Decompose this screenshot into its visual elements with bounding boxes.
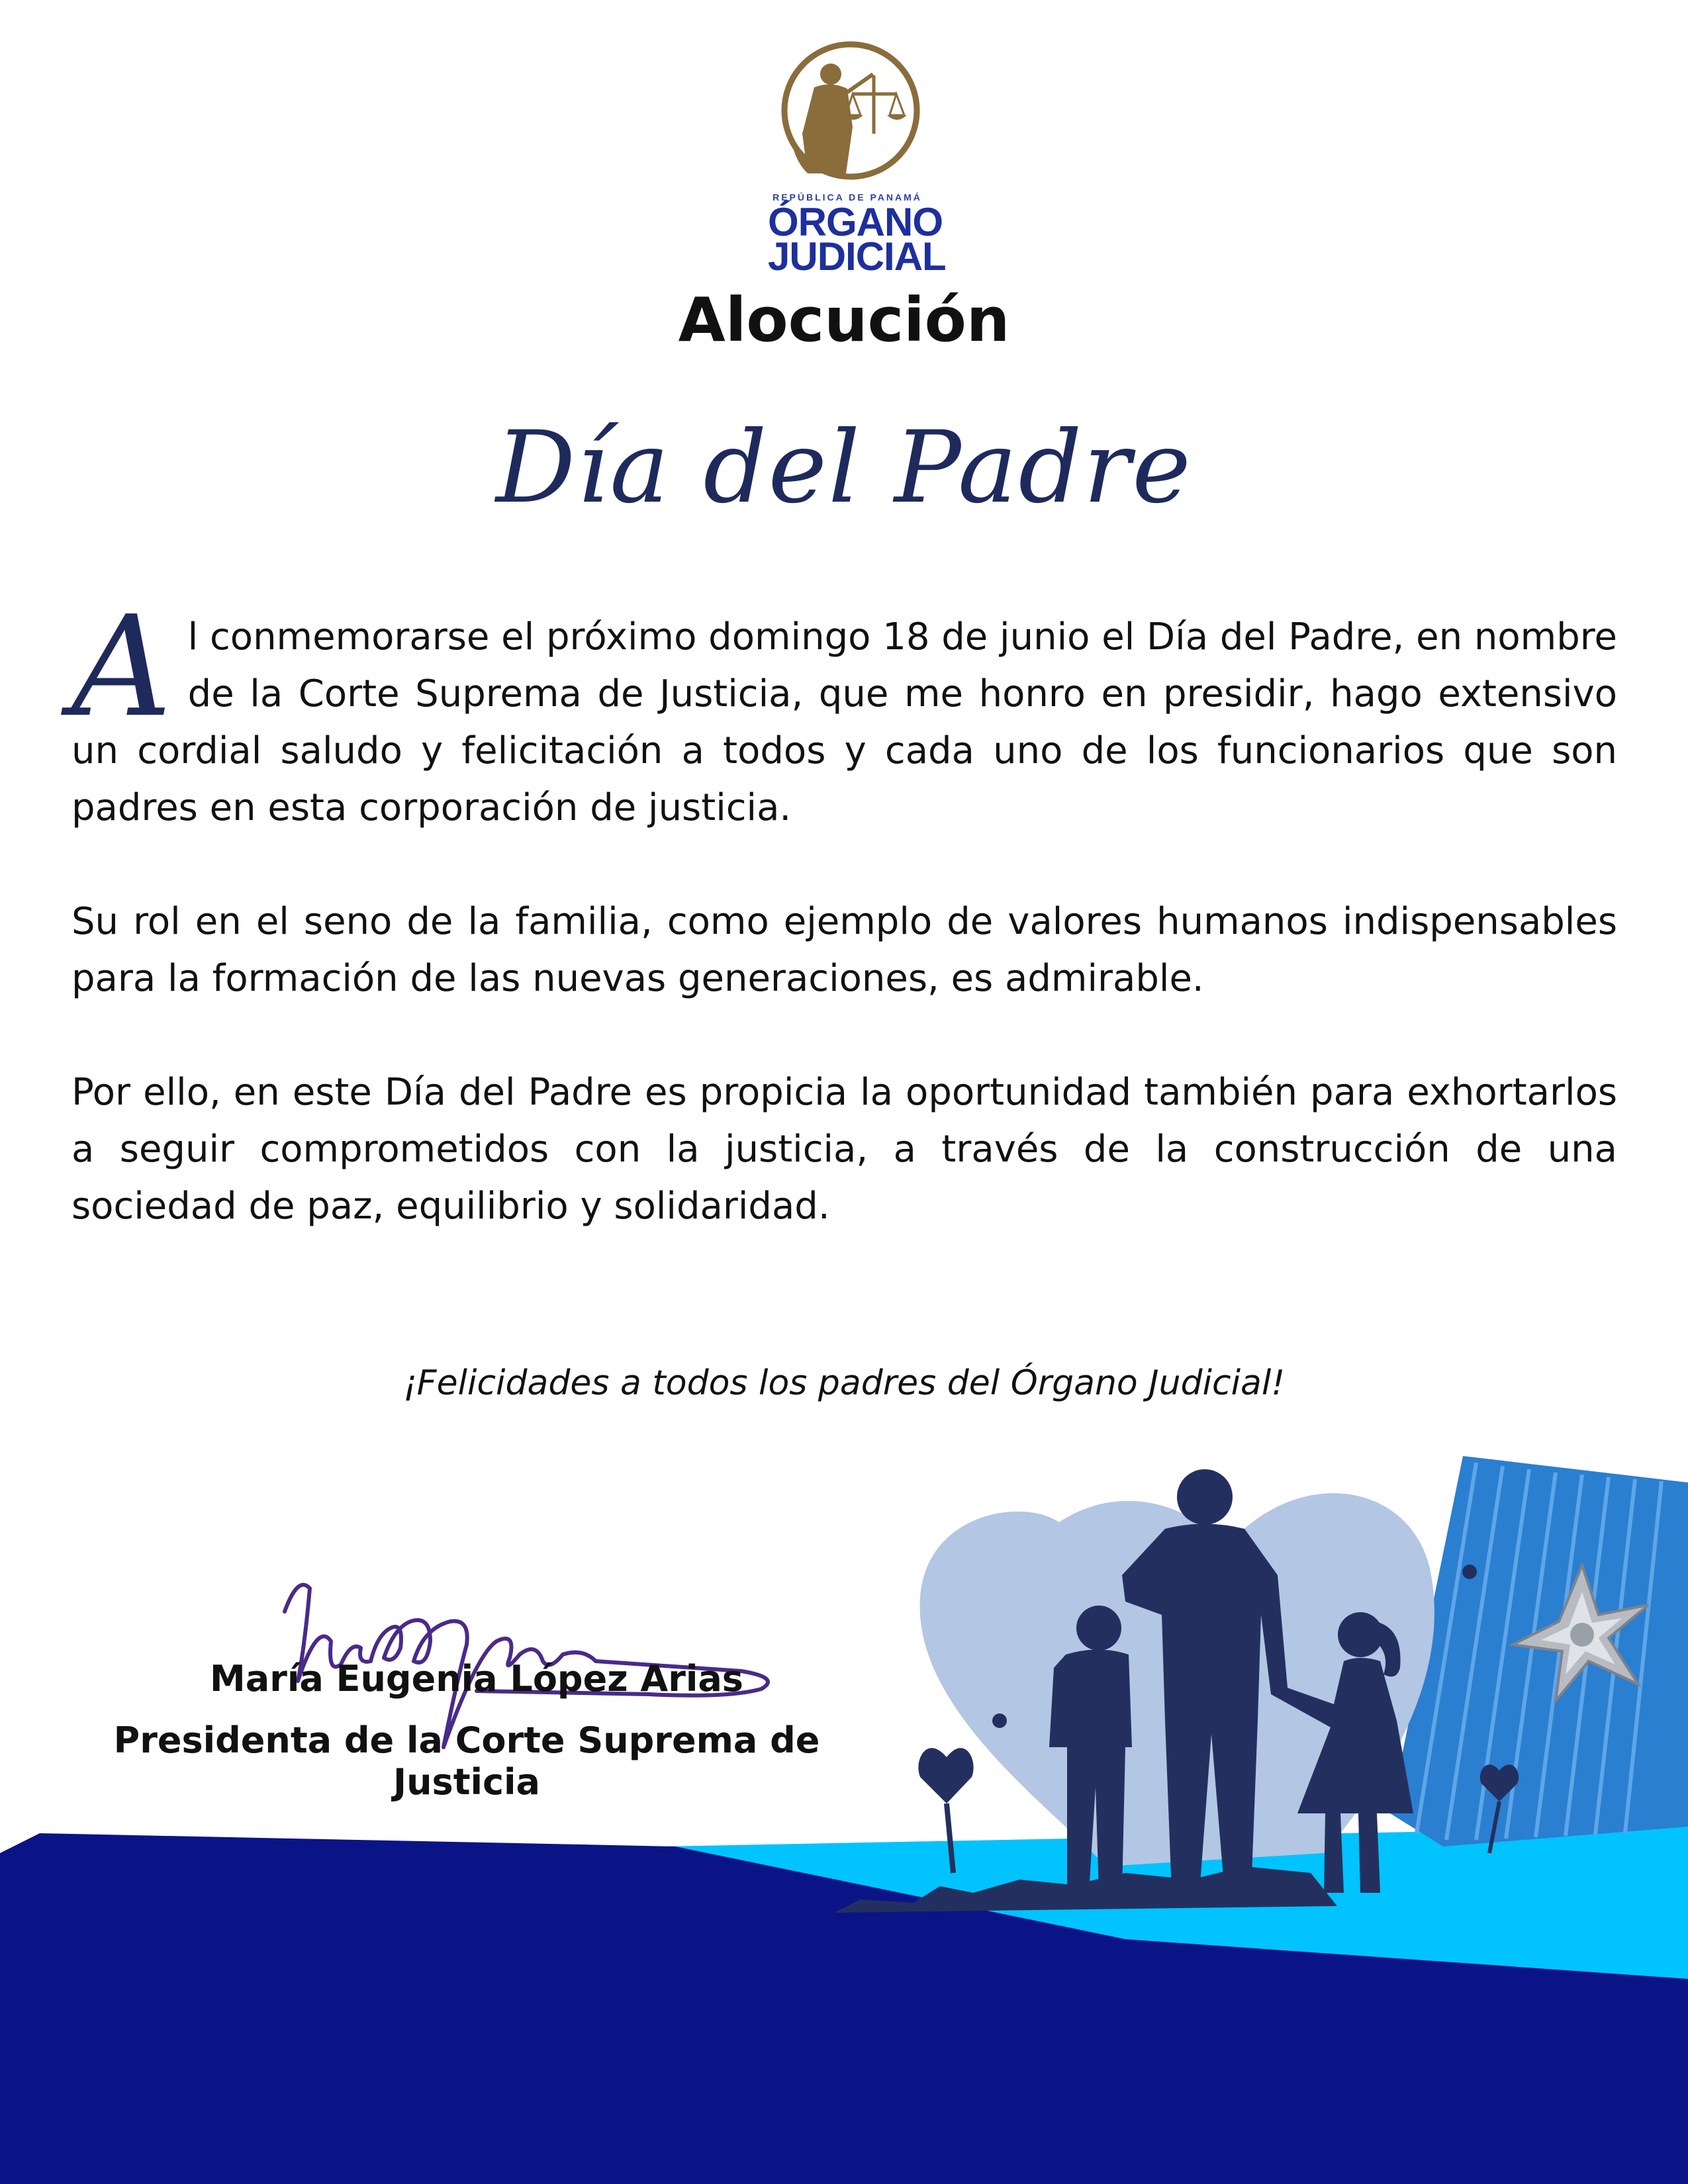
drop-cap: A [71, 586, 172, 748]
lady-justice-icon [768, 34, 927, 193]
logo-country-text: REPÚBLICA DE PANAMÁ [773, 192, 922, 203]
father-and-children-silhouette [821, 1443, 1688, 1946]
decor-dot [992, 1713, 1007, 1728]
paragraph-2: Su rol en el seno de la familia, como ejemplo de valores humanos indispensables para la formación de las nuevas generaciones, es admirable. [71, 900, 1617, 1000]
logo-line-organo: ÓRGANO [768, 200, 943, 244]
paragraph-1 [71, 586, 1617, 837]
heart-flower-left [918, 1748, 973, 1873]
signer-name: María Eugenia López Arias [210, 1658, 743, 1700]
document-subtitle: Día del Padre [496, 410, 1192, 525]
document-body [71, 586, 1617, 1292]
paragraph-1-text: l conmemorarse el próximo domingo 18 de junio el Día del Padre, en nombre de la Corte Suprema de Justicia, que me honro en presidir, hago extensivo un cordial saludo y felicitación a todos y cada uno de los funcionarios que son padres en esta corporación de justicia. [71, 615, 1617, 829]
document-title: Alocución [678, 285, 1010, 355]
decor-dot [1462, 1565, 1477, 1579]
organo-judicial-logo [768, 34, 946, 279]
gift-box-icon [1390, 1456, 1688, 1846]
closing-line: ¡Felicidades a todos los padres del Órgano Judicial! [402, 1363, 1286, 1403]
signer-title: Presidenta de la Corte Suprema de Justicia [113, 1719, 820, 1803]
logo-line-judicial: JUDICIAL [768, 234, 946, 279]
paragraph-3: Por ello, en este Día del Padre es propicia la oportunidad también para exhortarlos a seguir comprometidos con la justicia, a través de la construcción de una sociedad de paz, equilibrio y solidaridad. [71, 1071, 1617, 1228]
